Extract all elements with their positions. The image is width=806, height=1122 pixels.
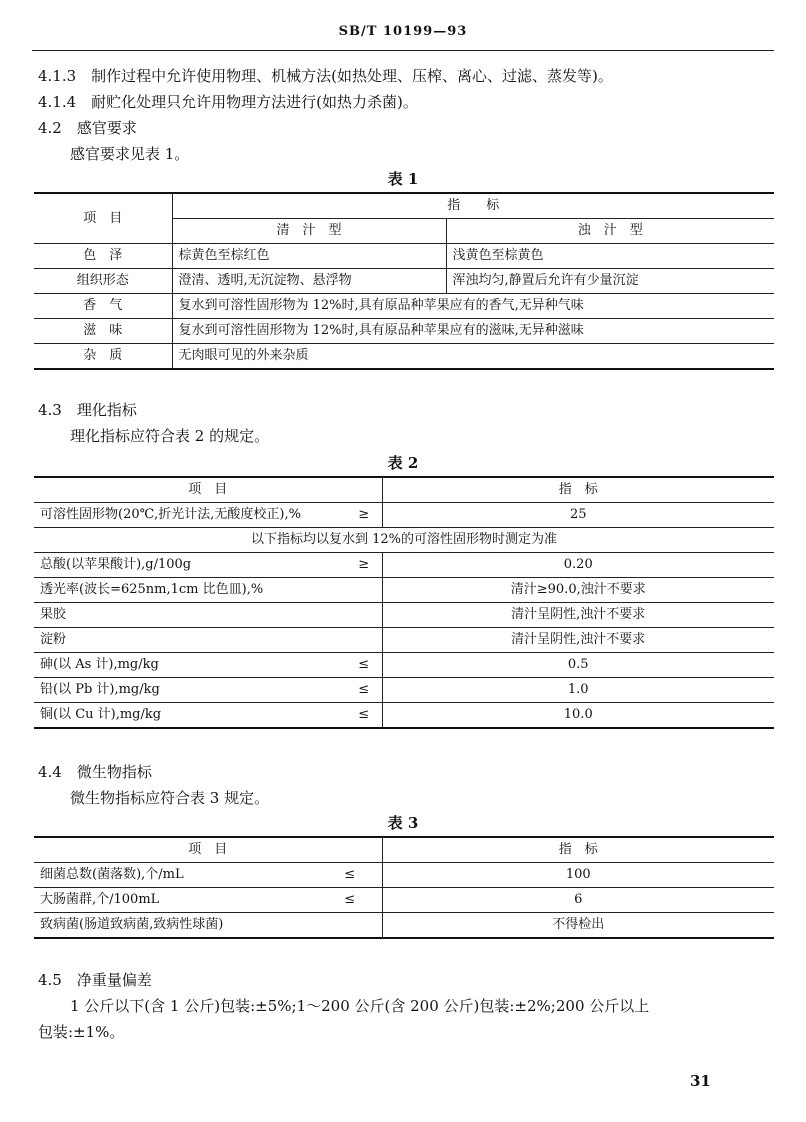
standard-code-header: SB/T 10199—93 xyxy=(338,24,468,39)
table1 xyxy=(34,192,774,370)
table3-row-value: 不得检出 xyxy=(382,913,774,939)
table3-row-value: 100 xyxy=(382,863,774,888)
table1-row-clear: 棕黄色至棕红色 xyxy=(172,244,446,269)
table-row xyxy=(34,653,774,678)
table1-row-item: 滋 味 xyxy=(34,319,172,344)
table-row xyxy=(34,628,774,653)
table2-row-value: 0.20 xyxy=(382,553,774,578)
table-row xyxy=(34,603,774,628)
table2-row-symbol xyxy=(346,603,382,628)
table3-caption: 表 3 xyxy=(387,814,419,832)
table1-header-item: 项 目 xyxy=(34,193,172,244)
table2-row-item: 砷(以 As 计),mg/kg xyxy=(34,653,346,678)
clause-4-1-4: 4.1.4 耐贮化处理只允许用物理方法进行(如热力杀菌)。 xyxy=(38,93,418,111)
table2-row-symbol: ≤ xyxy=(346,703,382,729)
table-row xyxy=(34,503,774,528)
table2-row-value: 清汁呈阴性,浊汁不要求 xyxy=(382,603,774,628)
table3-row-item: 致病菌(肠道致病菌,致病性球菌) xyxy=(34,913,318,939)
table2-row-symbol xyxy=(346,628,382,653)
table1-row-item: 香 气 xyxy=(34,294,172,319)
table2-row-value: 25 xyxy=(382,503,774,528)
section-4-5-title: 4.5 净重量偏差 xyxy=(38,971,152,989)
table1-row-clear: 澄清、透明,无沉淀物、悬浮物 xyxy=(172,269,446,294)
table3-row-symbol: ≤ xyxy=(318,863,382,888)
table2-caption: 表 2 xyxy=(387,454,419,472)
section-4-3-title: 4.3 理化指标 xyxy=(38,401,137,419)
table-row xyxy=(34,703,774,729)
section-4-2-text: 感官要求见表 1。 xyxy=(70,145,190,163)
table2-row-value: 清汁≥90.0,浊汁不要求 xyxy=(382,578,774,603)
table3-header-index: 指 标 xyxy=(382,837,774,863)
table3-header-item: 项 目 xyxy=(34,837,382,863)
table1-row-merged: 复水到可溶性固形物为 12%时,具有原品种苹果应有的滋味,无异种滋味 xyxy=(172,319,774,344)
table1-row-merged: 复水到可溶性固形物为 12%时,具有原品种苹果应有的香气,无异种气味 xyxy=(172,294,774,319)
table2-row-value: 10.0 xyxy=(382,703,774,729)
table2-header-item: 项 目 xyxy=(34,477,382,503)
table2-row-item: 淀粉 xyxy=(34,628,346,653)
table1-row-item: 组织形态 xyxy=(34,269,172,294)
table-row xyxy=(34,578,774,603)
table3-row-symbol xyxy=(318,913,382,939)
table-row xyxy=(34,678,774,703)
page-number: 31 xyxy=(690,1072,711,1090)
header-rule xyxy=(32,50,774,51)
section-4-5-text-line2: 包装:±1%。 xyxy=(38,1023,125,1041)
table2-row-value: 1.0 xyxy=(382,678,774,703)
table1-header-clear: 清 汁 型 xyxy=(172,219,446,244)
section-4-3-text: 理化指标应符合表 2 的规定。 xyxy=(70,427,270,445)
table2-span-note: 以下指标均以复水到 12%的可溶性固形物时测定为准 xyxy=(34,528,774,553)
table2-row-symbol: ≤ xyxy=(346,653,382,678)
table1-row-cloudy: 浑浊均匀,静置后允许有少量沉淀 xyxy=(446,269,774,294)
table3-row-symbol: ≤ xyxy=(318,888,382,913)
table2-row-item: 铅(以 Pb 计),mg/kg xyxy=(34,678,346,703)
table2-row-item: 果胶 xyxy=(34,603,346,628)
table1-row-merged: 无肉眼可见的外来杂质 xyxy=(172,344,774,370)
table-row xyxy=(34,294,774,319)
table1-row-cloudy: 浅黄色至棕黄色 xyxy=(446,244,774,269)
clause-4-1-3: 4.1.3 制作过程中允许使用物理、机械方法(如热处理、压榨、离心、过滤、蒸发等)。 xyxy=(38,67,613,85)
table-row xyxy=(34,528,774,553)
table-row xyxy=(34,244,774,269)
table-row xyxy=(34,344,774,370)
table2-row-item: 总酸(以苹果酸计),g/100g xyxy=(34,553,346,578)
table1-header-cloudy: 浊 汁 型 xyxy=(446,219,774,244)
table-row xyxy=(34,319,774,344)
section-4-5-text-line1: 1 公斤以下(含 1 公斤)包装:±5%;1～200 公斤(含 200 公斤)包装:±2%;200 公斤以上 xyxy=(70,997,650,1015)
table-row xyxy=(34,269,774,294)
table2-row-item: 透光率(波长=625nm,1cm 比色皿),% xyxy=(34,578,346,603)
table2-row-symbol: ≥ xyxy=(346,503,382,528)
table3 xyxy=(34,836,774,939)
table3-row-item: 大肠菌群,个/100mL xyxy=(34,888,318,913)
table2 xyxy=(34,476,774,729)
table2-row-item: 可溶性固形物(20℃,折光计法,无酸度校正),% xyxy=(34,503,346,528)
table3-row-value: 6 xyxy=(382,888,774,913)
table2-row-value: 0.5 xyxy=(382,653,774,678)
table1-row-item: 色 泽 xyxy=(34,244,172,269)
table2-row-value: 清汁呈阴性,浊汁不要求 xyxy=(382,628,774,653)
table1-header-index: 指 标 xyxy=(172,193,774,219)
table2-row-symbol xyxy=(346,578,382,603)
table2-header-index: 指 标 xyxy=(382,477,774,503)
section-4-2-title: 4.2 感官要求 xyxy=(38,119,137,137)
table3-row-item: 细菌总数(菌落数),个/mL xyxy=(34,863,318,888)
table-row xyxy=(34,913,774,939)
table2-row-symbol: ≤ xyxy=(346,678,382,703)
table2-row-symbol: ≥ xyxy=(346,553,382,578)
table-row xyxy=(34,888,774,913)
table1-caption: 表 1 xyxy=(387,170,419,188)
section-4-4-title: 4.4 微生物指标 xyxy=(38,763,152,781)
table1-row-item: 杂 质 xyxy=(34,344,172,370)
table-row xyxy=(34,553,774,578)
table2-row-item: 铜(以 Cu 计),mg/kg xyxy=(34,703,346,729)
table-row xyxy=(34,863,774,888)
section-4-4-text: 微生物指标应符合表 3 规定。 xyxy=(70,789,270,807)
